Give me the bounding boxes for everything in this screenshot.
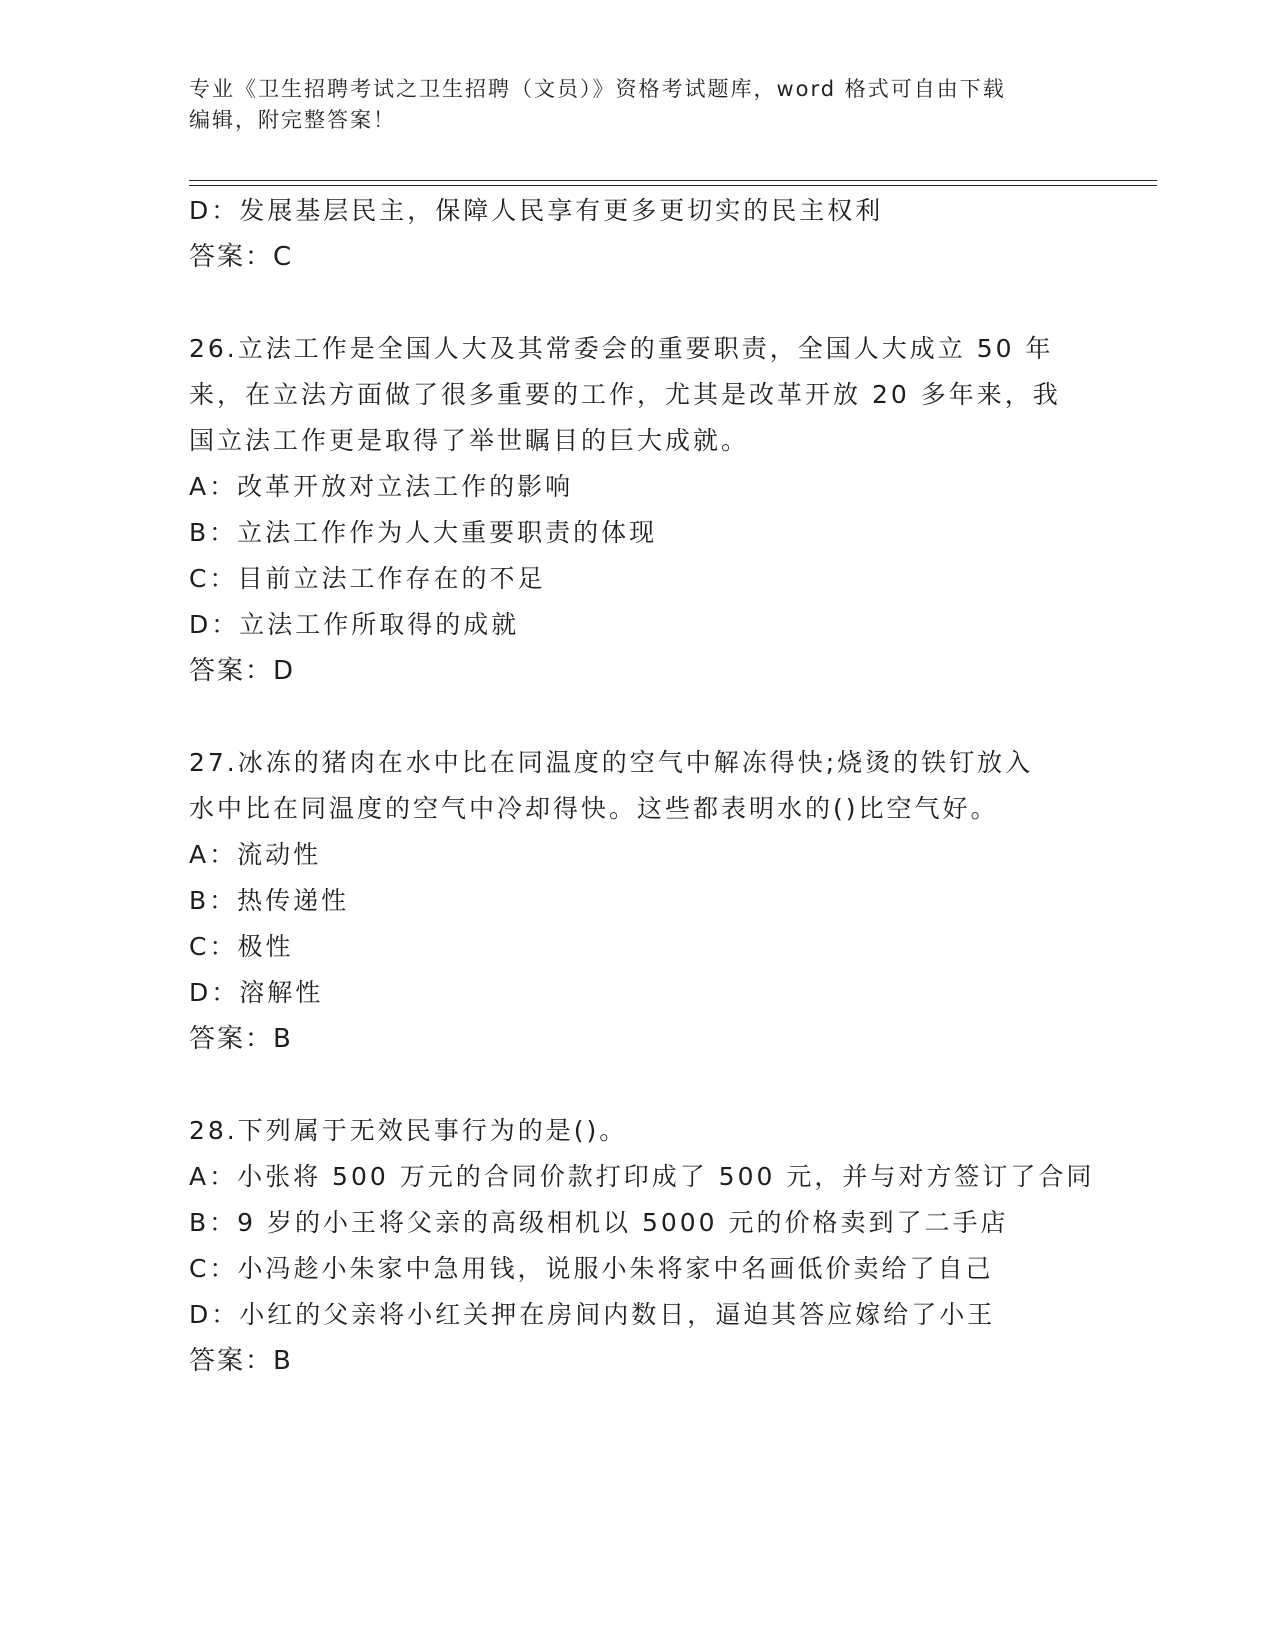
stem-line: 来，在立法方面做了很多重要的工作，尤其是改革开放 20 多年来，我	[189, 380, 1061, 409]
option-c: C：目前立法工作存在的不足	[189, 564, 546, 593]
answer-line: 答案：D	[189, 656, 296, 686]
page-header	[189, 74, 1089, 136]
question-stem	[189, 1108, 1089, 1154]
option-a: A：改革开放对立法工作的影响	[189, 472, 574, 501]
option-a: A：小张将 500 万元的合同价款打印成了 500 元，并与对方签订了合同	[189, 1162, 1095, 1191]
question-26	[189, 326, 1089, 694]
header-line: 专业《卫生招聘考试之卫生招聘（文员）》资格考试题库，word 格式可自由下载	[189, 77, 1006, 101]
spacer	[189, 280, 1089, 326]
option-d: D：溶解性	[189, 978, 324, 1007]
question-stem	[189, 326, 1089, 464]
header-line: 编辑，附完整答案！	[189, 108, 396, 132]
option-b: B：立法工作作为人大重要职责的体现	[189, 518, 658, 547]
stem-line: 26.立法工作是全国人大及其常委会的重要职责，全国人大成立 50 年	[189, 334, 1054, 363]
stem-line: 国立法工作更是取得了举世瞩目的巨大成就。	[189, 426, 750, 455]
option-b: B：热传递性	[189, 886, 350, 915]
stem-line: 28.下列属于无效民事行为的是()。	[189, 1116, 628, 1145]
answer-line: 答案：B	[189, 1024, 293, 1054]
header-divider	[189, 180, 1157, 181]
option-d: D：发展基层民主，保障人民享有更多更切实的民主权利	[189, 196, 884, 225]
previous-question-tail	[189, 188, 1089, 280]
question-28	[189, 1108, 1095, 1384]
stem-line: 水中比在同温度的空气中冷却得快。这些都表明水的()比空气好。	[189, 794, 999, 823]
spacer	[189, 694, 1089, 740]
header-divider	[189, 185, 1157, 186]
question-list	[189, 188, 1095, 1384]
answer-line: 答案：B	[189, 1346, 293, 1376]
answer-line: 答案：C	[189, 242, 294, 272]
option-c: C：小冯趁小朱家中急用钱，说服小朱将家中名画低价卖给了自己	[189, 1254, 994, 1283]
option-d: D：立法工作所取得的成就	[189, 610, 520, 639]
option-c: C：极性	[189, 932, 294, 961]
spacer	[189, 1062, 1089, 1108]
stem-line: 27.冰冻的猪肉在水中比在同温度的空气中解冻得快;烧烫的铁钉放入	[189, 748, 1034, 777]
question-27	[189, 740, 1089, 1062]
question-stem	[189, 740, 1089, 832]
option-b: B：9 岁的小王将父亲的高级相机以 5000 元的价格卖到了二手店	[189, 1208, 1009, 1237]
option-a: A：流动性	[189, 840, 322, 869]
option-d: D：小红的父亲将小红关押在房间内数日，逼迫其答应嫁给了小王	[189, 1300, 996, 1329]
